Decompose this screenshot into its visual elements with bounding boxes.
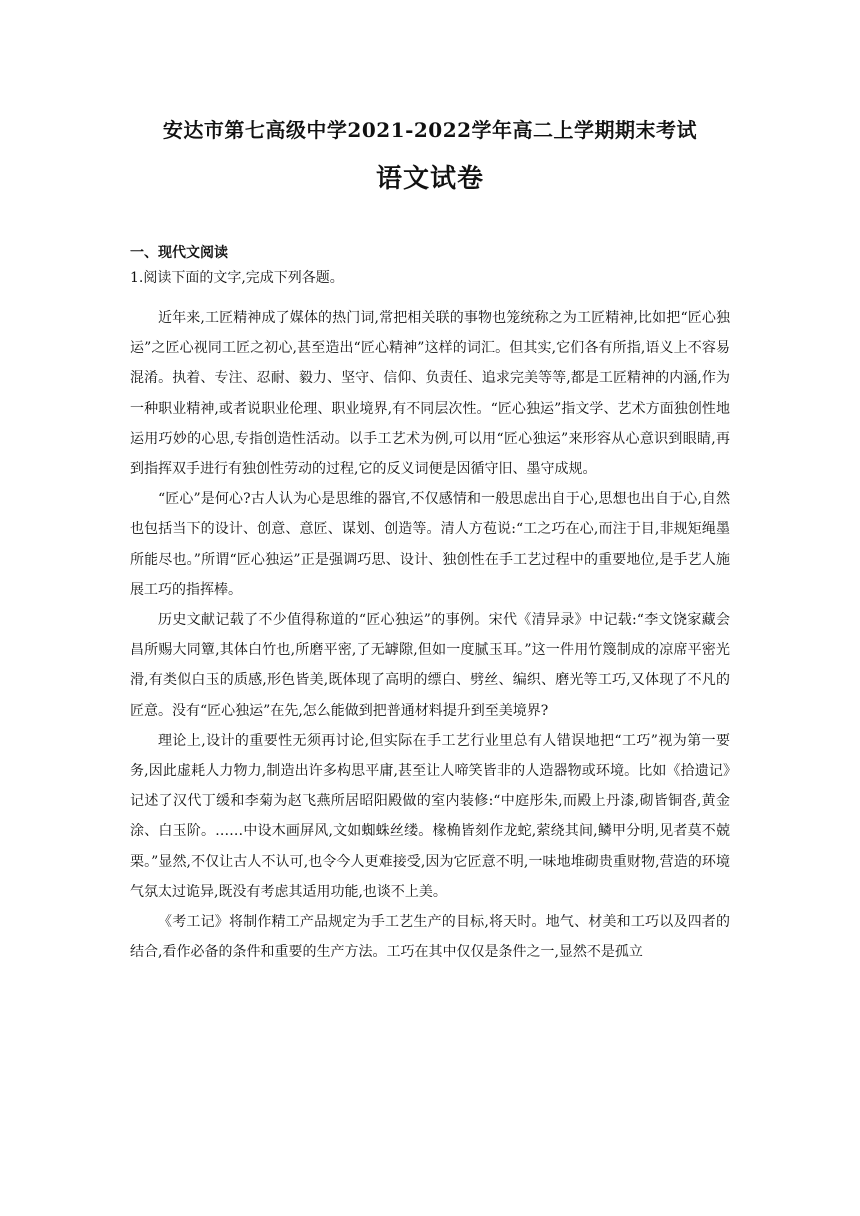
passage-paragraph-1: 近年来,工匠精神成了媒体的热门词,常把相关联的事物也笼统称之为工匠精神,比如把“匠心独运”之匠心视同工匠之初心,甚至造出“匠心精神”这样的词汇。但其实,它们各有所指,语义上不容易混淆。执着、专注、忍耐、毅力、坚守、信仰、负责任、追求完美等等,都是工匠精神的内涵,作为一种职业精神,或者说职业伦理、职业境界,有不同层次性。“匠心独运”指文学、艺术方面独创性地运用巧妙的心思,专指创造性活动。以手工艺术为例,可以用“匠心独运”来形容从心意识到眼睛,再到指挥双手进行有独创性劳动的过程,它的反义词便是因循守旧、墨守成规。	[130, 310, 730, 478]
section-heading: 一、现代文阅读	[130, 245, 228, 261]
passage-paragraph-5: 《考工记》将制作精工产品规定为手工艺生产的目标,将天时。地气、材美和工巧以及四者的结合,看作必备的条件和重要的生产方法。工巧在其中仅仅是条件之一,显然不是孤立	[130, 914, 730, 961]
exam-subtitle: 语文试卷	[375, 164, 484, 194]
reading-passage	[130, 303, 730, 967]
question-instruction: 1.阅读下面的文字,完成下列各题。	[130, 270, 344, 286]
exam-title: 安达市第七高级中学2021-2022学年高二上学期期末考试	[162, 118, 698, 142]
passage-paragraph-3: 历史文献记载了不少值得称道的“匠心独运”的事例。宋代《清异录》中记载:“李文饶家藏会昌所赐大同簟,其体白竹也,所磨平密,了无罅隙,但如一度腻玉耳。”这一件用竹篾制成的凉席平密光滑,有类似白玉的质感,形色皆美,既体现了高明的缥白、劈丝、编织、磨光等工巧,又体现了不凡的匠意。没有“匠心独运”在先,怎么能做到把普通材料提升到至美境界?	[130, 612, 730, 719]
passage-paragraph-2: “匠心”是何心?古人认为心是思维的器官,不仅感情和一般思虑出自于心,思想也出自于心,自然也包括当下的设计、创意、意匠、谋划、创造等。清人方苞说:“工之巧在心,而注于目,非规矩绳墨所能尽也。”所谓“匠心独运”正是强调巧思、设计、独创性在手工艺过程中的重要地位,是手艺人施展工巧的指挥棒。	[130, 491, 730, 598]
passage-paragraph-4: 理论上,设计的重要性无须再讨论,但实际在手工艺行业里总有人错误地把“工巧”视为第一要务,因此虚耗人力物力,制造出许多构思平庸,甚至让人啼笑皆非的人造器物或环境。比如《拾遗记》记述了汉代丁缓和李菊为赵飞燕所居昭阳殿做的室内装修:“中庭彤朱,而殿上丹漆,砌皆铜沓,黄金涂、白玉阶。……中设木画屏风,文如蜘蛛丝缕。椽桷皆刻作龙蛇,萦绕其间,鳞甲分明,见者莫不兢栗。”显然,不仅让古人不认可,也令今人更难接受,因为它匠意不明,一味地堆砌贵重财物,营造的环境气氛太过诡异,既没有考虑其适用功能,也谈不上美。	[130, 732, 730, 900]
